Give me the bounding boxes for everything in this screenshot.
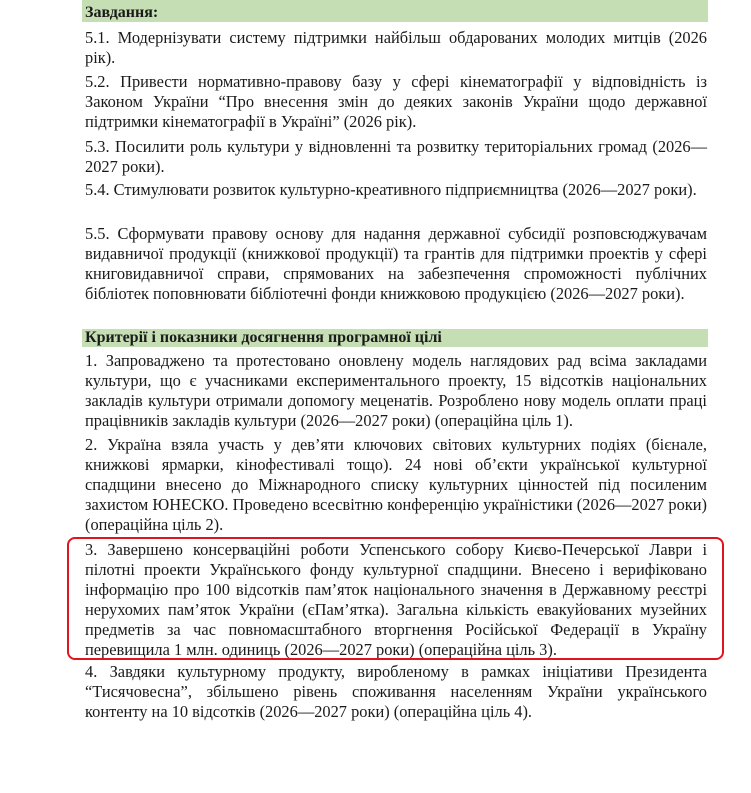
task-item-5-5: 5.5. Сформувати правову основу для надання державної субсидії розповсюджувачам видавничої продукції (книжкової продукції) та грантів для підтримки проектів у сфері книговидавничої справи, спрямованих на забезпечення спроможності публічних бібліотек поповнювати бібліотечні фонди книжковою продукцією (2026—2027 роки). xyxy=(85,224,707,303)
task-item-5-2: 5.2. Привести нормативно-правову базу у сфері кінематографії у відповідність із Законом України “Про внесення змін до деяких законів України щодо державної підтримки кінематографії в Україні” (2026 рік). xyxy=(85,72,707,131)
criteria-header: Критерії і показники досягнення програмної цілі xyxy=(82,329,708,347)
task-item-5-1: 5.1. Модернізувати систему підтримки найбільш обдарованих молодих митців (2026 рік). xyxy=(85,28,707,67)
task-item-5-3: 5.3. Посилити роль культури у відновленні та розвитку територіальних громад (2026—2027 роки). xyxy=(85,137,707,176)
task-item-5-4: 5.4. Стимулювати розвиток культурно-креативного підприємництва (2026—2027 роки). xyxy=(85,180,697,199)
criteria-item-3: 3. Завершено консерваційні роботи Успенського собору Києво-Печерської Лаври і пілотні проекти Українського фонду культурної спадщини. Внесено і верифіковано інформацію про 100 відсотків пам’яток національного значення в Державному реєстрі нерухомих пам’яток України (єПам’ятка). Загальна кількість евакуйованих музейних предметів за час повномасштабного вторгнення Російської Федерації в Україну перевищила 1 млн. одиниць (2026—2027 роки) (операційна ціль 3). xyxy=(85,540,707,659)
tasks-header: Завдання: xyxy=(82,4,708,22)
highlight-annotation-box xyxy=(67,537,724,660)
criteria-item-2: 2. Україна взяла участь у дев’яти ключових світових культурних подіях (бієнале, книжкові ярмарки, кінофестивалі тощо). 24 нові об’єкти української культурної спадщини внесено до Міжнародного списку культурних цінностей під посиленим захистом ЮНЕСКО. Проведено всесвітню конференцію україністики (2026—2027 роки) (операційна ціль 2). xyxy=(85,435,707,534)
criteria-item-1: 1. Запроваджено та протестовано оновлену модель наглядових рад всіма закладами культури, що є учасниками експериментального проекту, 15 відсотків національних закладів культури отримали допомогу меценатів. Розроблено нову модель оплати праці працівників закладів культури (2026—2027 роки) (операційна ціль 1). xyxy=(85,351,707,430)
criteria-item-4: 4. Завдяки культурному продукту, виробленому в рамках ініціативи Президента “Тисячовесна”, збільшено рівень споживання населенням України українського контенту на 10 відсотків (2026—2027 роки) (операційна ціль 4). xyxy=(85,662,707,721)
